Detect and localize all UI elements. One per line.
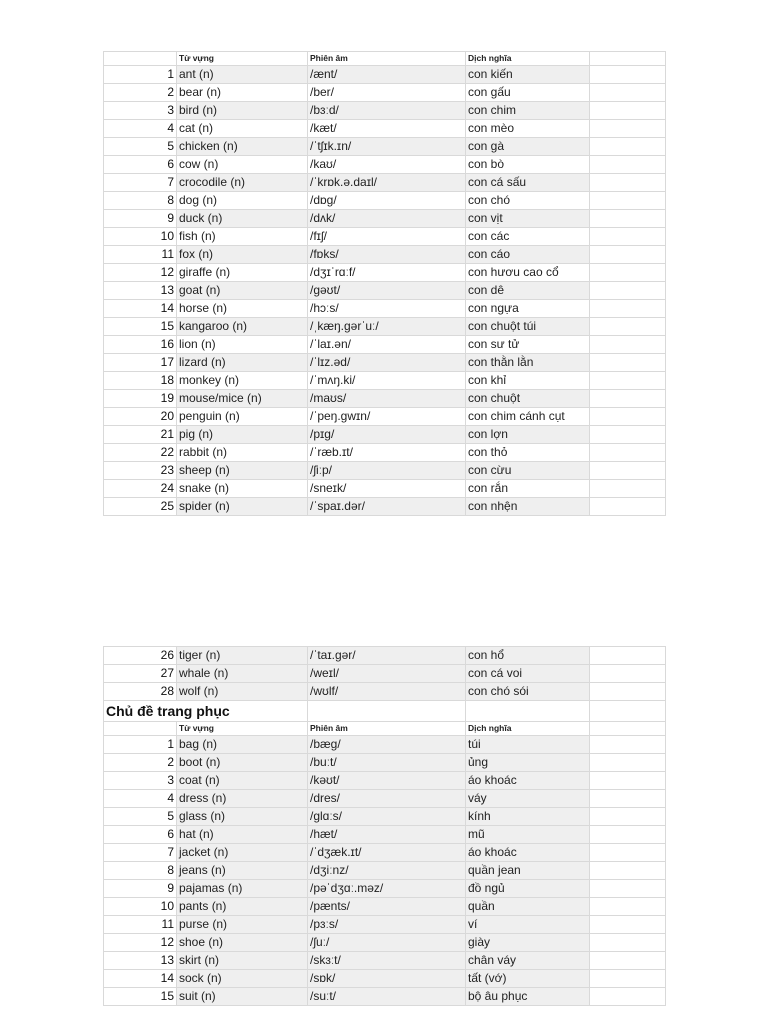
row-number: 4 [104, 790, 177, 808]
word-cell: dog (n) [177, 192, 308, 210]
word-cell: skirt (n) [177, 952, 308, 970]
meaning-cell: con gà [466, 138, 590, 156]
row-number: 9 [104, 210, 177, 228]
section-title: Chủ đề trang phục [104, 701, 308, 722]
extra-cell [590, 898, 666, 916]
meaning-cell: con thằn lằn [466, 354, 590, 372]
vocab-table-animals [103, 51, 666, 516]
vocab-table-body-clothes [104, 736, 666, 1006]
ipa-cell: /ˈspaɪ.dər/ [308, 498, 466, 516]
row-number: 10 [104, 228, 177, 246]
ipa-cell: /ˈræb.ɪt/ [308, 444, 466, 462]
row-number: 22 [104, 444, 177, 462]
header-extra-cell [590, 52, 666, 66]
row-number: 11 [104, 246, 177, 264]
header-word: Từ vựng [177, 52, 308, 66]
ipa-cell: /bɜːd/ [308, 102, 466, 120]
row-number: 8 [104, 192, 177, 210]
word-cell: penguin (n) [177, 408, 308, 426]
extra-cell [590, 970, 666, 988]
ipa-cell: /ˈdʒæk.ɪt/ [308, 844, 466, 862]
ipa-cell: /ˈkrɒk.ə.daɪl/ [308, 174, 466, 192]
ipa-cell: /dʒiːnz/ [308, 862, 466, 880]
table-row [104, 862, 666, 880]
word-cell: kangaroo (n) [177, 318, 308, 336]
table-row [104, 826, 666, 844]
extra-cell [590, 916, 666, 934]
table-row [104, 318, 666, 336]
row-number: 3 [104, 102, 177, 120]
row-number: 6 [104, 156, 177, 174]
row-number: 14 [104, 300, 177, 318]
table-row [104, 772, 666, 790]
row-number: 26 [104, 647, 177, 665]
table-row [104, 390, 666, 408]
word-cell: dress (n) [177, 790, 308, 808]
header-num-cell [104, 722, 177, 736]
word-cell: purse (n) [177, 916, 308, 934]
table-row [104, 444, 666, 462]
row-number: 25 [104, 498, 177, 516]
ipa-cell: /ɡlɑːs/ [308, 808, 466, 826]
extra-cell [590, 246, 666, 264]
extra-cell [590, 862, 666, 880]
table-row [104, 408, 666, 426]
meaning-cell: con chim [466, 102, 590, 120]
table-row [104, 300, 666, 318]
table-row [104, 282, 666, 300]
ipa-cell: /fɒks/ [308, 246, 466, 264]
ipa-cell: /weɪl/ [308, 665, 466, 683]
meaning-cell: con chim cánh cụt [466, 408, 590, 426]
header-ipa: Phiên âm [308, 722, 466, 736]
row-number: 2 [104, 754, 177, 772]
word-cell: bag (n) [177, 736, 308, 754]
ipa-cell: /ɡəʊt/ [308, 282, 466, 300]
ipa-cell: /fɪʃ/ [308, 228, 466, 246]
word-cell: sheep (n) [177, 462, 308, 480]
meaning-cell: giày [466, 934, 590, 952]
ipa-cell: /pəˈdʒɑː.məz/ [308, 880, 466, 898]
meaning-cell: con sư tử [466, 336, 590, 354]
extra-cell [590, 318, 666, 336]
word-cell: coat (n) [177, 772, 308, 790]
word-cell: mouse/mice (n) [177, 390, 308, 408]
extra-cell [590, 336, 666, 354]
row-number: 9 [104, 880, 177, 898]
meaning-cell: mũ [466, 826, 590, 844]
ipa-cell: /dʒɪˈrɑːf/ [308, 264, 466, 282]
row-number: 10 [104, 898, 177, 916]
table-row [104, 426, 666, 444]
row-number: 19 [104, 390, 177, 408]
table-row [104, 916, 666, 934]
meaning-cell: con chó [466, 192, 590, 210]
meaning-cell: áo khoác [466, 772, 590, 790]
meaning-cell: quần jean [466, 862, 590, 880]
extra-cell [590, 754, 666, 772]
row-number: 27 [104, 665, 177, 683]
meaning-cell: bộ âu phục [466, 988, 590, 1006]
ipa-cell: /pɪɡ/ [308, 426, 466, 444]
ipa-cell: /dres/ [308, 790, 466, 808]
meaning-cell: con cáo [466, 246, 590, 264]
word-cell: hat (n) [177, 826, 308, 844]
row-number: 2 [104, 84, 177, 102]
table-row [104, 228, 666, 246]
extra-cell [590, 647, 666, 665]
extra-cell [590, 988, 666, 1006]
word-cell: cow (n) [177, 156, 308, 174]
ipa-cell: /sneɪk/ [308, 480, 466, 498]
ipa-cell: /kæt/ [308, 120, 466, 138]
word-cell: tiger (n) [177, 647, 308, 665]
word-cell: fish (n) [177, 228, 308, 246]
meaning-cell: con thỏ [466, 444, 590, 462]
table-row [104, 647, 666, 665]
table-row [104, 808, 666, 826]
word-cell: ant (n) [177, 66, 308, 84]
ipa-cell: /ænt/ [308, 66, 466, 84]
ipa-cell: /skɜːt/ [308, 952, 466, 970]
ipa-cell: /wʊlf/ [308, 683, 466, 701]
extra-cell [590, 300, 666, 318]
title-blank-cell [590, 701, 666, 722]
extra-cell [590, 934, 666, 952]
word-cell: boot (n) [177, 754, 308, 772]
row-number: 20 [104, 408, 177, 426]
ipa-cell: /pænts/ [308, 898, 466, 916]
table-row [104, 462, 666, 480]
meaning-cell: con khỉ [466, 372, 590, 390]
row-number: 15 [104, 318, 177, 336]
table-row [104, 736, 666, 754]
meaning-cell: con gấu [466, 84, 590, 102]
table-row [104, 102, 666, 120]
extra-cell [590, 66, 666, 84]
extra-cell [590, 192, 666, 210]
header-row [104, 52, 666, 66]
table-row [104, 665, 666, 683]
word-cell: whale (n) [177, 665, 308, 683]
row-number: 5 [104, 808, 177, 826]
extra-cell [590, 84, 666, 102]
ipa-cell: /ˈlaɪ.ən/ [308, 336, 466, 354]
extra-cell [590, 120, 666, 138]
extra-cell [590, 156, 666, 174]
word-cell: crocodile (n) [177, 174, 308, 192]
meaning-cell: váy [466, 790, 590, 808]
ipa-cell: /dʌk/ [308, 210, 466, 228]
extra-cell [590, 264, 666, 282]
table-row [104, 156, 666, 174]
row-number: 11 [104, 916, 177, 934]
extra-cell [590, 426, 666, 444]
meaning-cell: túi [466, 736, 590, 754]
extra-cell [590, 462, 666, 480]
row-number: 12 [104, 934, 177, 952]
meaning-cell: con chó sói [466, 683, 590, 701]
ipa-cell: /dɒɡ/ [308, 192, 466, 210]
word-cell: wolf (n) [177, 683, 308, 701]
meaning-cell: đồ ngủ [466, 880, 590, 898]
ipa-cell: /bæɡ/ [308, 736, 466, 754]
meaning-cell: con chuột [466, 390, 590, 408]
table-row [104, 970, 666, 988]
extra-cell [590, 736, 666, 754]
row-number: 21 [104, 426, 177, 444]
row-number: 23 [104, 462, 177, 480]
extra-cell [590, 390, 666, 408]
meaning-cell: con kiến [466, 66, 590, 84]
table-row [104, 174, 666, 192]
vocab-table-body-top [104, 647, 666, 701]
word-cell: pajamas (n) [177, 880, 308, 898]
ipa-cell: /ʃuː/ [308, 934, 466, 952]
extra-cell [590, 228, 666, 246]
meaning-cell: con cá voi [466, 665, 590, 683]
word-cell: spider (n) [177, 498, 308, 516]
word-cell: suit (n) [177, 988, 308, 1006]
ipa-cell: /ˈtʃɪk.ɪn/ [308, 138, 466, 156]
ipa-cell: /pɜːs/ [308, 916, 466, 934]
table-row [104, 498, 666, 516]
word-cell: duck (n) [177, 210, 308, 228]
row-number: 18 [104, 372, 177, 390]
row-number: 24 [104, 480, 177, 498]
word-cell: lizard (n) [177, 354, 308, 372]
header-extra-cell [590, 722, 666, 736]
extra-cell [590, 210, 666, 228]
meaning-cell: con bò [466, 156, 590, 174]
table-row [104, 683, 666, 701]
row-number: 7 [104, 174, 177, 192]
table-row [104, 192, 666, 210]
table-row [104, 264, 666, 282]
table-row [104, 138, 666, 156]
table-row [104, 120, 666, 138]
meaning-cell: con rắn [466, 480, 590, 498]
ipa-cell: /sɒk/ [308, 970, 466, 988]
ipa-cell: /suːt/ [308, 988, 466, 1006]
table-row [104, 210, 666, 228]
row-number: 3 [104, 772, 177, 790]
meaning-cell: ủng [466, 754, 590, 772]
extra-cell [590, 808, 666, 826]
extra-cell [590, 138, 666, 156]
extra-cell [590, 665, 666, 683]
word-cell: snake (n) [177, 480, 308, 498]
table-row [104, 480, 666, 498]
word-cell: chicken (n) [177, 138, 308, 156]
row-number: 16 [104, 336, 177, 354]
ipa-cell: /ˈtaɪ.ɡər/ [308, 647, 466, 665]
extra-cell [590, 844, 666, 862]
ipa-cell: /hæt/ [308, 826, 466, 844]
extra-cell [590, 174, 666, 192]
ipa-cell: /ber/ [308, 84, 466, 102]
word-cell: rabbit (n) [177, 444, 308, 462]
table-row [104, 84, 666, 102]
header-meaning: Dịch nghĩa [466, 52, 590, 66]
meaning-cell: con dê [466, 282, 590, 300]
word-cell: fox (n) [177, 246, 308, 264]
meaning-cell: con các [466, 228, 590, 246]
meaning-cell: con mèo [466, 120, 590, 138]
vocab-table-continued [103, 646, 666, 1006]
word-cell: bird (n) [177, 102, 308, 120]
table-row [104, 372, 666, 390]
extra-cell [590, 952, 666, 970]
word-cell: bear (n) [177, 84, 308, 102]
word-cell: shoe (n) [177, 934, 308, 952]
word-cell: pants (n) [177, 898, 308, 916]
meaning-cell: con nhện [466, 498, 590, 516]
meaning-cell: con lợn [466, 426, 590, 444]
extra-cell [590, 480, 666, 498]
table-row [104, 336, 666, 354]
section-title-body [104, 701, 666, 736]
row-number: 28 [104, 683, 177, 701]
meaning-cell: áo khoác [466, 844, 590, 862]
extra-cell [590, 790, 666, 808]
row-number: 1 [104, 66, 177, 84]
extra-cell [590, 408, 666, 426]
extra-cell [590, 444, 666, 462]
header-meaning: Dịch nghĩa [466, 722, 590, 736]
vocab-table-body [104, 52, 666, 516]
word-cell: pig (n) [177, 426, 308, 444]
row-number: 1 [104, 736, 177, 754]
row-number: 13 [104, 282, 177, 300]
row-number: 4 [104, 120, 177, 138]
table-row [104, 66, 666, 84]
title-blank-cell [308, 701, 466, 722]
meaning-cell: con hươu cao cổ [466, 264, 590, 282]
table-row [104, 790, 666, 808]
row-number: 12 [104, 264, 177, 282]
ipa-cell: /kəʊt/ [308, 772, 466, 790]
word-cell: goat (n) [177, 282, 308, 300]
table-row [104, 880, 666, 898]
meaning-cell: kính [466, 808, 590, 826]
ipa-cell: /maʊs/ [308, 390, 466, 408]
meaning-cell: con hổ [466, 647, 590, 665]
table-row [104, 754, 666, 772]
word-cell: horse (n) [177, 300, 308, 318]
meaning-cell: con cừu [466, 462, 590, 480]
extra-cell [590, 372, 666, 390]
ipa-cell: /buːt/ [308, 754, 466, 772]
ipa-cell: /hɔːs/ [308, 300, 466, 318]
extra-cell [590, 102, 666, 120]
title-blank-cell [466, 701, 590, 722]
row-number: 14 [104, 970, 177, 988]
word-cell: glass (n) [177, 808, 308, 826]
table-row [104, 898, 666, 916]
table-row [104, 988, 666, 1006]
extra-cell [590, 498, 666, 516]
word-cell: lion (n) [177, 336, 308, 354]
table-row [104, 952, 666, 970]
extra-cell [590, 772, 666, 790]
row-number: 15 [104, 988, 177, 1006]
extra-cell [590, 354, 666, 372]
row-number: 17 [104, 354, 177, 372]
ipa-cell: /ˈmʌŋ.ki/ [308, 372, 466, 390]
word-cell: monkey (n) [177, 372, 308, 390]
table-row [104, 844, 666, 862]
row-number: 13 [104, 952, 177, 970]
extra-cell [590, 282, 666, 300]
table-row [104, 934, 666, 952]
meaning-cell: ví [466, 916, 590, 934]
extra-cell [590, 683, 666, 701]
ipa-cell: /ˈpeŋ.ɡwɪn/ [308, 408, 466, 426]
ipa-cell: /ˈlɪz.əd/ [308, 354, 466, 372]
word-cell: jacket (n) [177, 844, 308, 862]
ipa-cell: /ˌkæŋ.ɡərˈuː/ [308, 318, 466, 336]
row-number: 6 [104, 826, 177, 844]
word-cell: cat (n) [177, 120, 308, 138]
extra-cell [590, 880, 666, 898]
header-word: Từ vựng [177, 722, 308, 736]
meaning-cell: con ngựa [466, 300, 590, 318]
table-row [104, 354, 666, 372]
meaning-cell: quần [466, 898, 590, 916]
ipa-cell: /ʃiːp/ [308, 462, 466, 480]
meaning-cell: chân váy [466, 952, 590, 970]
row-number: 8 [104, 862, 177, 880]
meaning-cell: tất (vớ) [466, 970, 590, 988]
header-ipa: Phiên âm [308, 52, 466, 66]
word-cell: sock (n) [177, 970, 308, 988]
section-title-row [104, 701, 666, 722]
word-cell: giraffe (n) [177, 264, 308, 282]
meaning-cell: con chuột túi [466, 318, 590, 336]
header-num-cell [104, 52, 177, 66]
ipa-cell: /kaʊ/ [308, 156, 466, 174]
extra-cell [590, 826, 666, 844]
meaning-cell: con cá sấu [466, 174, 590, 192]
row-number: 5 [104, 138, 177, 156]
table-row [104, 246, 666, 264]
word-cell: jeans (n) [177, 862, 308, 880]
meaning-cell: con vịt [466, 210, 590, 228]
header-row [104, 722, 666, 736]
row-number: 7 [104, 844, 177, 862]
